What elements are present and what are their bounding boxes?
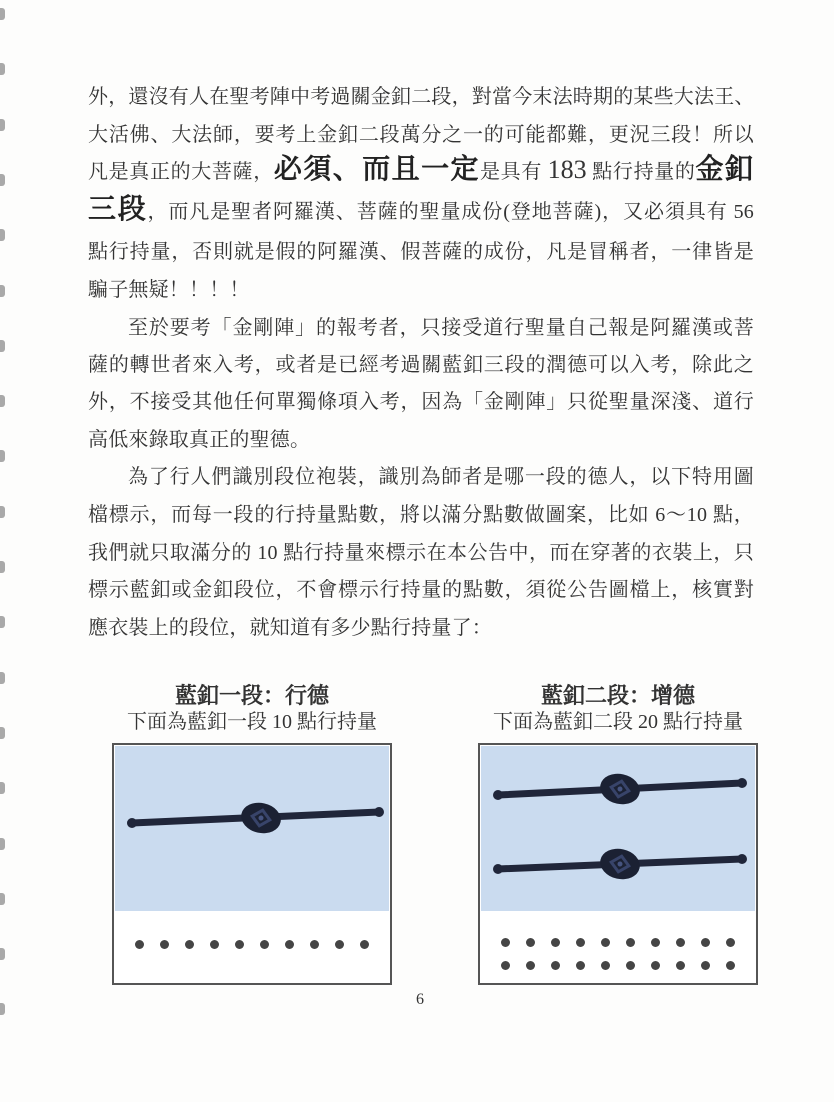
body-line <box>88 351 754 379</box>
point-dot <box>701 961 710 970</box>
figure2-rank-image <box>478 743 758 985</box>
figure1-subtitle: 下面為藍釦一段 10 點行持量 <box>127 711 377 733</box>
point-dot <box>576 961 585 970</box>
figure2-subtitle: 下面為藍釦二段 20 點行持量 <box>493 711 743 733</box>
body-line <box>128 463 754 491</box>
point-dot <box>526 961 535 970</box>
body-text: 應衣裝上的段位，就知道有多少點行持量了： <box>88 617 492 639</box>
point-dot <box>160 940 169 949</box>
scan-artifact-mark <box>0 229 5 241</box>
emphasis-text: 三段 <box>88 194 148 225</box>
body-line <box>88 576 754 604</box>
body-text: 至於要考「金剛陣」的報考者，只接受道行聖量自己報是阿羅漢或菩 <box>128 317 754 339</box>
point-dot <box>210 940 219 949</box>
point-dot <box>551 938 560 947</box>
body-text: 標示藍釦或金釦段位，不會標示行持量的點數，須從公告圖檔上，核實對 <box>88 579 754 601</box>
scan-artifact-mark <box>0 672 5 684</box>
blue-cord-panel <box>115 746 389 911</box>
body-text: 是具有 <box>480 161 548 183</box>
point-dot <box>235 940 244 949</box>
body-line <box>88 426 754 454</box>
emphasis-text: 金釦 <box>695 154 754 185</box>
point-dot <box>501 961 510 970</box>
body-line <box>128 314 754 342</box>
scan-artifact-mark <box>0 561 5 573</box>
scan-artifact-mark <box>0 506 5 518</box>
point-dot <box>676 961 685 970</box>
scan-artifact-mark <box>0 285 5 297</box>
point-dot <box>260 940 269 949</box>
page-number: 6 <box>416 991 424 1008</box>
point-dot <box>285 940 294 949</box>
body-line <box>88 153 754 189</box>
point-dot <box>526 938 535 947</box>
point-dot <box>360 940 369 949</box>
point-dot-row <box>501 937 735 947</box>
body-line <box>88 614 754 642</box>
point-dot <box>651 938 660 947</box>
point-dot <box>501 938 510 947</box>
point-dot <box>701 938 710 947</box>
point-dot <box>651 961 660 970</box>
scan-artifact-mark <box>0 727 5 739</box>
body-text: 檔標示，而每一段的行持量點數，將以滿分點數做圖案，比如 6～10 點， <box>88 504 754 526</box>
point-dot <box>310 940 319 949</box>
scan-artifact-mark <box>0 893 5 905</box>
body-text: 高低來錄取真正的聖德。 <box>88 429 311 451</box>
point-dot <box>626 961 635 970</box>
point-dot <box>185 940 194 949</box>
body-line <box>88 83 754 111</box>
point-dot-row <box>501 960 735 970</box>
scan-artifact-mark <box>0 1003 5 1015</box>
body-line <box>88 539 754 567</box>
point-dot <box>626 938 635 947</box>
body-text: 大活佛、大法師，要考上金釦二段萬分之一的可能都難，更況三段！所以 <box>88 124 754 146</box>
point-dot <box>551 961 560 970</box>
scan-artifact-mark <box>0 782 5 794</box>
body-text: 我們就只取滿分的 10 點行持量來標示在本公告中，而在穿著的衣裝上，只 <box>88 542 754 564</box>
body-text: ，而凡是聖者阿羅漢、菩薩的聖量成份(登地菩薩)，又必須具有 56 <box>147 201 754 223</box>
body-text: 凡是真正的大菩薩， <box>88 161 274 183</box>
body-text: 外，還沒有人在聖考陣中考過關金釦二段，對當今末法時期的某些大法王、 <box>88 86 755 108</box>
scan-artifact-mark <box>0 119 5 131</box>
point-dot-row <box>135 939 369 949</box>
point-dot <box>576 938 585 947</box>
scan-artifact-mark <box>0 340 5 352</box>
scan-artifact-mark <box>0 395 5 407</box>
figure2-title: 藍釦二段：增德 <box>540 683 695 708</box>
body-line <box>88 121 754 149</box>
figure1-rank-image <box>112 743 392 985</box>
scan-artifact-mark <box>0 174 5 186</box>
blue-cord-panel <box>481 746 755 911</box>
cord-knot-graphic <box>481 746 755 911</box>
point-dot <box>601 938 610 947</box>
scan-artifact-mark <box>0 838 5 850</box>
cord-knot-graphic <box>115 746 389 911</box>
point-dot <box>676 938 685 947</box>
points-value: 183 <box>547 155 587 184</box>
body-line <box>88 276 754 304</box>
body-text: 外，不接受其他任何單獨條項入考，因為「金剛陣」只從聖量深淺、道行 <box>88 391 754 413</box>
figure1-title: 藍釦一段：行德 <box>174 683 329 708</box>
scan-artifact-mark <box>0 616 5 628</box>
body-text: 騙子無疑！！！！ <box>88 279 250 301</box>
body-line <box>88 193 754 229</box>
body-text: 點行持量的 <box>586 161 696 183</box>
emphasis-text: 必須、而且一定 <box>273 154 481 185</box>
body-text: 為了行人們識別段位袍裝，識別為師者是哪一段的德人，以下特用圖 <box>128 466 754 488</box>
body-line <box>88 388 754 416</box>
body-text: 點行持量，否則就是假的阿羅漢、假菩薩的成份，凡是冒稱者，一律皆是 <box>88 241 754 263</box>
point-dot <box>726 938 735 947</box>
scan-artifact-mark <box>0 948 5 960</box>
point-dot <box>335 940 344 949</box>
point-dot <box>135 940 144 949</box>
body-line <box>88 501 754 529</box>
point-dot <box>726 961 735 970</box>
body-text: 薩的轉世者來入考，或者是已經考過關藍釦三段的潤德可以入考，除此之 <box>88 354 754 376</box>
body-line <box>88 238 754 266</box>
scan-artifact-mark <box>0 8 5 20</box>
scan-artifact-mark <box>0 63 5 75</box>
scan-artifact-mark <box>0 450 5 462</box>
point-dot <box>601 961 610 970</box>
